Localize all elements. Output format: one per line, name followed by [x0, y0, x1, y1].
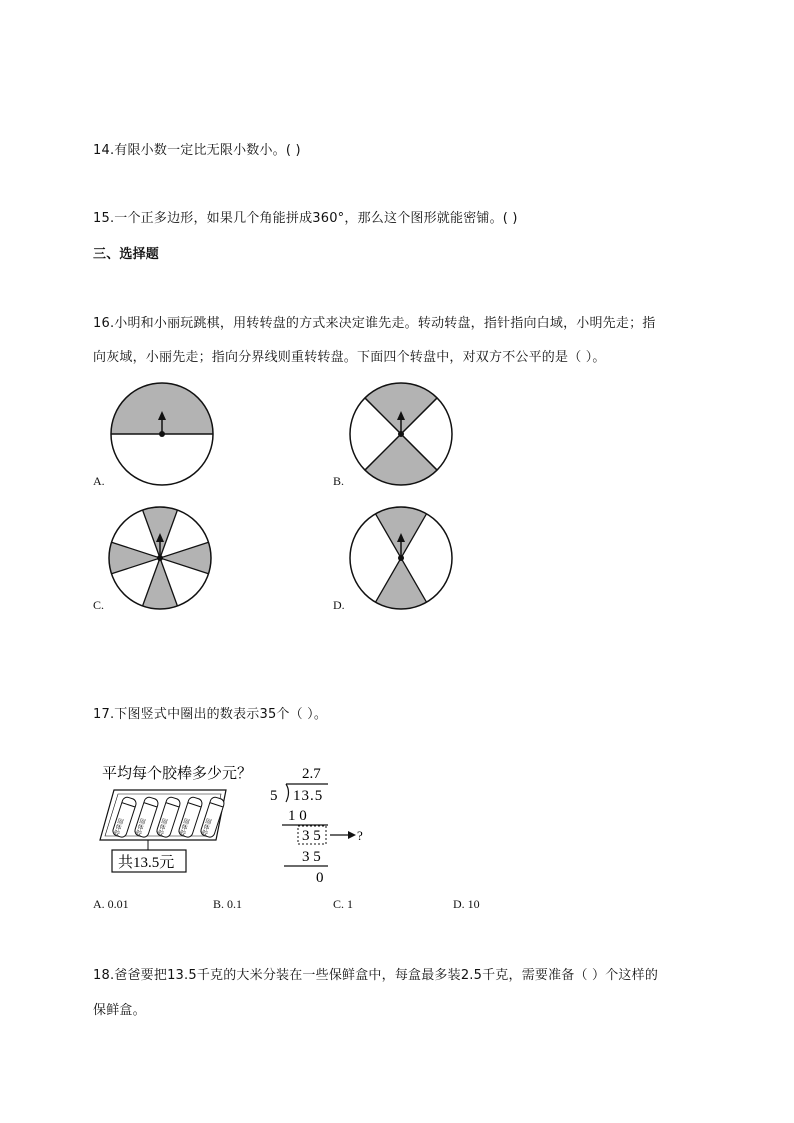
option-d-label: D.	[333, 598, 345, 612]
spinner-c	[106, 506, 214, 610]
question-18-line-2: 保鲜盒。	[93, 1003, 146, 1018]
option-c-label: C.	[93, 598, 105, 612]
svg-text:固体胶: 固体胶	[177, 816, 189, 836]
question-15: 15.一个正多边形，如果几个角能拼成360°，那么这个图形就能密铺。( )	[93, 211, 518, 226]
spinner-b	[347, 380, 455, 488]
division-step-1: 1 0	[288, 808, 307, 824]
question-18-line-1: 18.爸爸要把13.5千克的大米分装在一些保鲜盒中，每盒最多装2.5千克，需要准备（ ）个这样的	[93, 968, 659, 983]
spinner-a	[108, 382, 216, 490]
option-b-label: B.	[333, 474, 345, 488]
dividend: 13.5	[293, 788, 324, 804]
glue-sticks	[111, 796, 225, 840]
q17-option-d: D. 10	[453, 897, 480, 911]
svg-text:固体胶: 固体胶	[199, 816, 211, 836]
option-a-label: A.	[93, 474, 105, 488]
division-step-3: 3 5	[302, 849, 321, 865]
question-17: 17.下图竖式中圈出的数表示35个（ ）。	[93, 707, 328, 722]
q17-option-c: C. 1	[333, 897, 354, 911]
spinner-d-gray-bottom	[376, 558, 427, 609]
spinner-d	[348, 506, 454, 610]
section-heading-choice: 三、选择题	[93, 247, 160, 262]
spinner-c-gray-left	[109, 542, 160, 574]
division-remainder: 0	[316, 870, 324, 886]
q17-option-a: A. 0.01	[93, 897, 129, 911]
q17-option-b: B. 0.1	[213, 897, 243, 911]
glue-stick-division-figure	[90, 758, 380, 890]
svg-text:固体胶: 固体胶	[155, 816, 167, 836]
division-step-2: 3 5	[302, 828, 321, 844]
divisor: 5	[270, 788, 278, 804]
spinner-c-gray-bottom	[143, 558, 178, 609]
figure-question-text: 平均每个胶棒多少元？	[102, 766, 253, 782]
quotient: 2.7	[302, 766, 321, 782]
svg-text:固体胶: 固体胶	[133, 816, 145, 836]
question-16-line-2: 向灰域，小丽先走；指向分界线则重转转盘。下面四个转盘中，对双方不公平的是（ ）。	[93, 350, 606, 365]
question-14: 14.有限小数一定比无限小数小。( )	[93, 143, 301, 158]
arrow-question-mark: ?	[357, 828, 363, 843]
price-text: 共13.5元	[118, 855, 175, 871]
svg-text:固体胶: 固体胶	[111, 816, 123, 836]
question-16-line-1: 16.小明和小丽玩跳棋，用转转盘的方式来决定谁先走。转动转盘，指针指向白域，小明先走；指	[93, 316, 656, 331]
